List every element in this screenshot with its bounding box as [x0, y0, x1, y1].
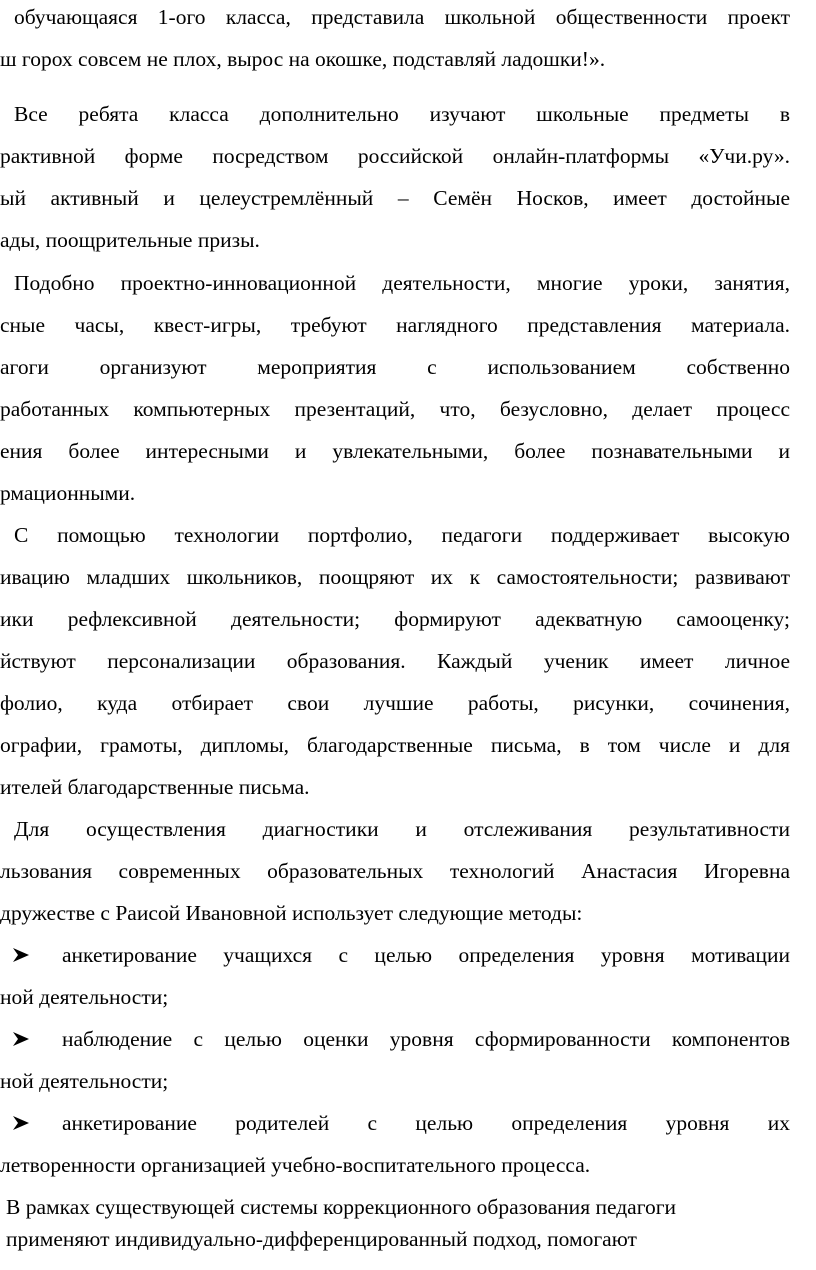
text-line: агоги организуют мероприятия с использованием собственно — [0, 355, 790, 379]
text-line: йствуют персонализации образования. Каждый ученик имеет личное — [0, 649, 790, 673]
text-line: сные часы, квест-игры, требуют наглядного представления материала. — [0, 313, 790, 337]
text-line: Подобно проектно-инновационной деятельности, многие уроки, занятия, — [14, 271, 790, 295]
text-line: Все ребята класса дополнительно изучают школьные предметы в — [14, 102, 790, 126]
text-line: льзования современных образовательных технологий Анастасия Игоревна — [0, 859, 790, 883]
text-line: ной деятельности; — [0, 1069, 169, 1093]
arrow-bullet-icon — [12, 1109, 52, 1137]
text-line: ителей благодарственные письма. — [0, 775, 310, 799]
text-line: дружестве с Раисой Ивановной использует следующие методы: — [0, 901, 583, 925]
text-line: ш горох совсем не плох, вырос на окошке, подставляй ладошки!». — [0, 47, 606, 71]
text-line: ографии, грамоты, дипломы, благодарственные письма, в том числе и для — [0, 733, 790, 757]
text-line: ады, поощрительные призы. — [0, 228, 260, 252]
text-line: С помощью технологии портфолио, педагоги поддерживает высокую — [14, 523, 790, 547]
text-line: летворенности организацией учебно-воспитательного процесса. — [0, 1153, 591, 1177]
text-line: ения более интересными и увлекательными, более познавательными и — [0, 439, 790, 463]
arrow-bullet-icon — [12, 1025, 52, 1053]
list-item-text: наблюдение с целью оценки уровня сформированности компонентов — [62, 1027, 790, 1051]
text-line: ики рефлексивной деятельности; формируют адекватную самооценку; — [0, 607, 790, 631]
arrow-bullet-icon — [12, 941, 52, 969]
text-line: обучающаяся 1-ого класса, представила школьной общественности проект — [14, 5, 790, 29]
text-line: ной деятельности; — [0, 985, 169, 1009]
text-line: ый активный и целеустремлённый – Семён Носков, имеет достойные — [0, 186, 790, 210]
list-item-text: анкетирование родителей с целью определения уровня их — [62, 1111, 790, 1135]
text-line: В рамках существующей системы коррекционного образования педагоги — [6, 1195, 677, 1219]
text-line: Для осуществления диагностики и отслеживания результативности — [14, 817, 790, 841]
text-line: рактивной форме посредством российской онлайн-платформы «Учи.ру». — [0, 144, 790, 168]
list-item-text: анкетирование учащихся с целью определения уровня мотивации — [62, 943, 790, 967]
text-line: ивацию младших школьников, поощряют их к самостоятельности; развивают — [0, 565, 790, 589]
text-line: фолио, куда отбирает свои лучшие работы, рисунки, сочинения, — [0, 691, 790, 715]
text-line: применяют индивидуально-дифференцированный подход, помогают — [6, 1227, 637, 1251]
text-line: работанных компьютерных презентаций, что, безусловно, делает процесс — [0, 397, 790, 421]
text-line: рмационными. — [0, 481, 136, 505]
